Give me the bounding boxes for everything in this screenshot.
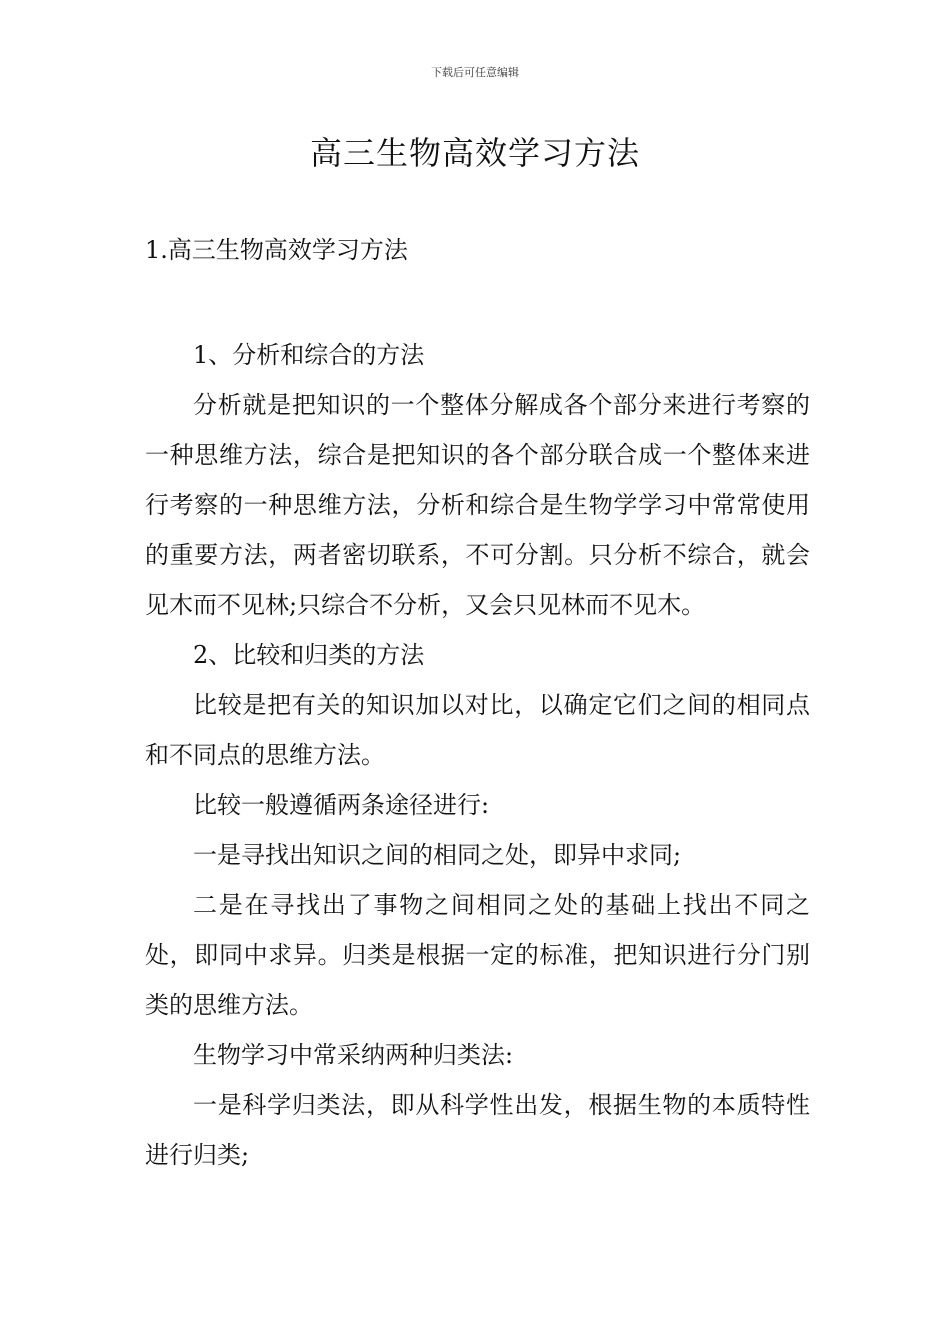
section-heading: 1.高三生物高效学习方法 [145,236,408,264]
page-header: 下载后可任意编辑 [431,66,519,79]
document-body [145,330,810,1180]
paragraph-comparison: 比较是把有关的知识加以对比，以确定它们之间的相同点和不同点的思维方法。 [145,691,810,769]
paragraph-scientific-classification: 一是科学归类法，即从科学性出发，根据生物的本质特性进行归类; [145,1091,810,1169]
document-title: 高三生物高效学习方法 [309,134,640,172]
paragraph-two-ways: 比较一般遵循两条途径进行: [193,791,490,819]
subheading-comparison: 2、比较和归类的方法 [193,641,425,669]
paragraph-way-one: 一是寻找出知识之间的相同之处，即异中求同; [193,841,682,869]
paragraph-way-two: 二是在寻找出了事物之间相同之处的基础上找出不同之处，即同中求异。归类是根据一定的标准，把知识进行分门别类的思维方法。 [145,891,810,1019]
subheading-analysis: 1、分析和综合的方法 [193,341,425,369]
paragraph-analysis: 分析就是把知识的一个整体分解成各个部分来进行考察的一种思维方法，综合是把知识的各个部分联合成一个整体来进行考察的一种思维方法，分析和综合是生物学学习中常常使用的重要方法，两者密切联系，不可分割。只分析不综合，就会见木而不见林;只综合不分析，又会只见林而不见木。 [145,391,810,619]
paragraph-classification: 生物学习中常采纳两种归类法: [193,1041,514,1069]
